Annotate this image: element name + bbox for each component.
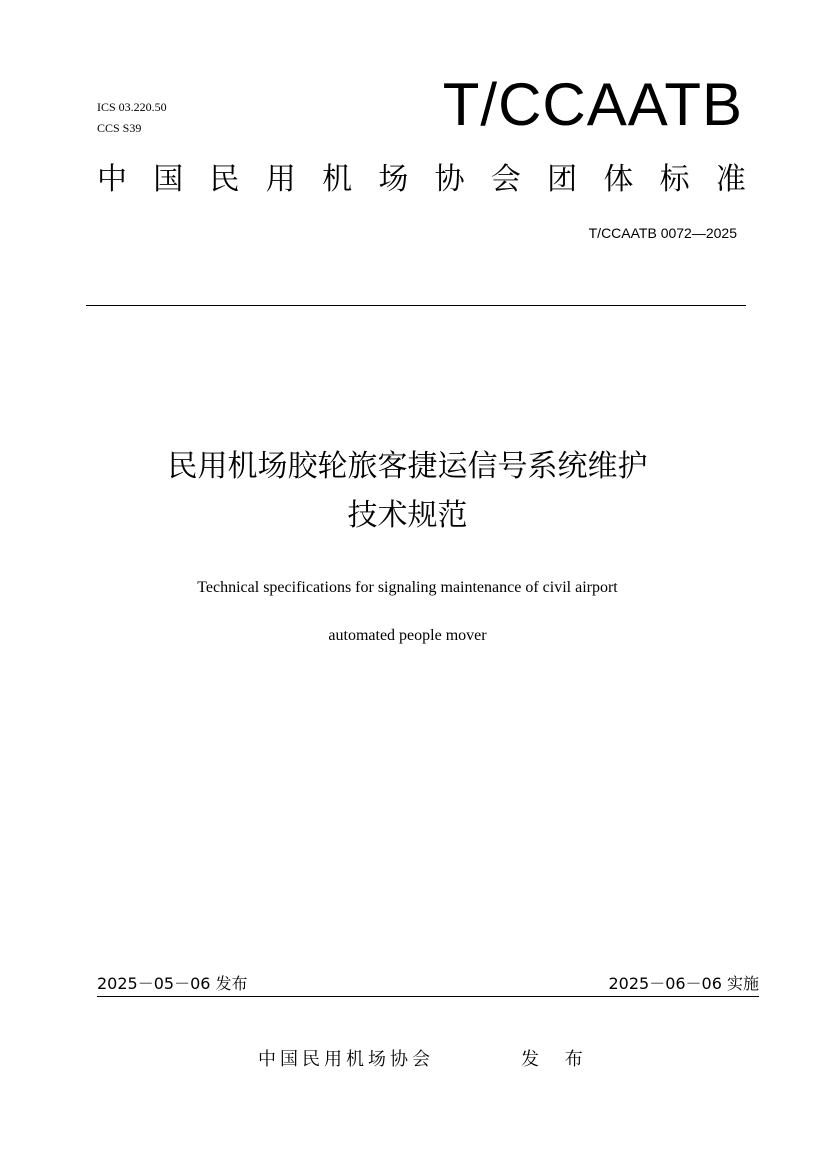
org-title-char: 民 [209, 162, 240, 197]
org-title-char: 中 [97, 162, 127, 197]
org-title-char: 标 [659, 162, 690, 197]
ics-code: ICS 03.220.50 [97, 100, 167, 114]
org-title-char: 场 [378, 162, 409, 197]
publish-label: 发 布 [521, 1049, 593, 1070]
implementation-date: 2025－06－06 实施 [608, 974, 759, 993]
org-title-char: 用 [265, 162, 296, 197]
ccs-code: CCS S39 [97, 121, 142, 135]
org-title-char: 体 [603, 162, 634, 197]
org-title-char: 会 [490, 162, 521, 197]
english-title-line-2: automated people mover [328, 627, 487, 644]
org-title-char: 准 [715, 162, 746, 197]
org-title-char: 机 [322, 162, 353, 197]
english-title-line-1: Technical specifications for signaling maintenance of civil airport [197, 579, 618, 596]
footer-divider [97, 996, 759, 997]
organization-standard-title [97, 158, 746, 202]
chinese-title-line-2: 技术规范 [347, 498, 468, 533]
issue-date: 2025－05－06 发布 [97, 974, 248, 993]
header-divider [86, 305, 746, 306]
standard-code-logo: T/CCAATB [442, 71, 743, 138]
standard-number: T/CCAATB 0072—2025 [588, 225, 737, 241]
publisher-name: 中国民用机场协会 [258, 1049, 434, 1070]
org-title-char: 协 [434, 162, 465, 197]
org-title-char: 国 [153, 162, 184, 197]
org-title-char: 团 [547, 162, 578, 197]
chinese-title-line-1: 民用机场胶轮旅客捷运信号系统维护 [167, 449, 648, 484]
